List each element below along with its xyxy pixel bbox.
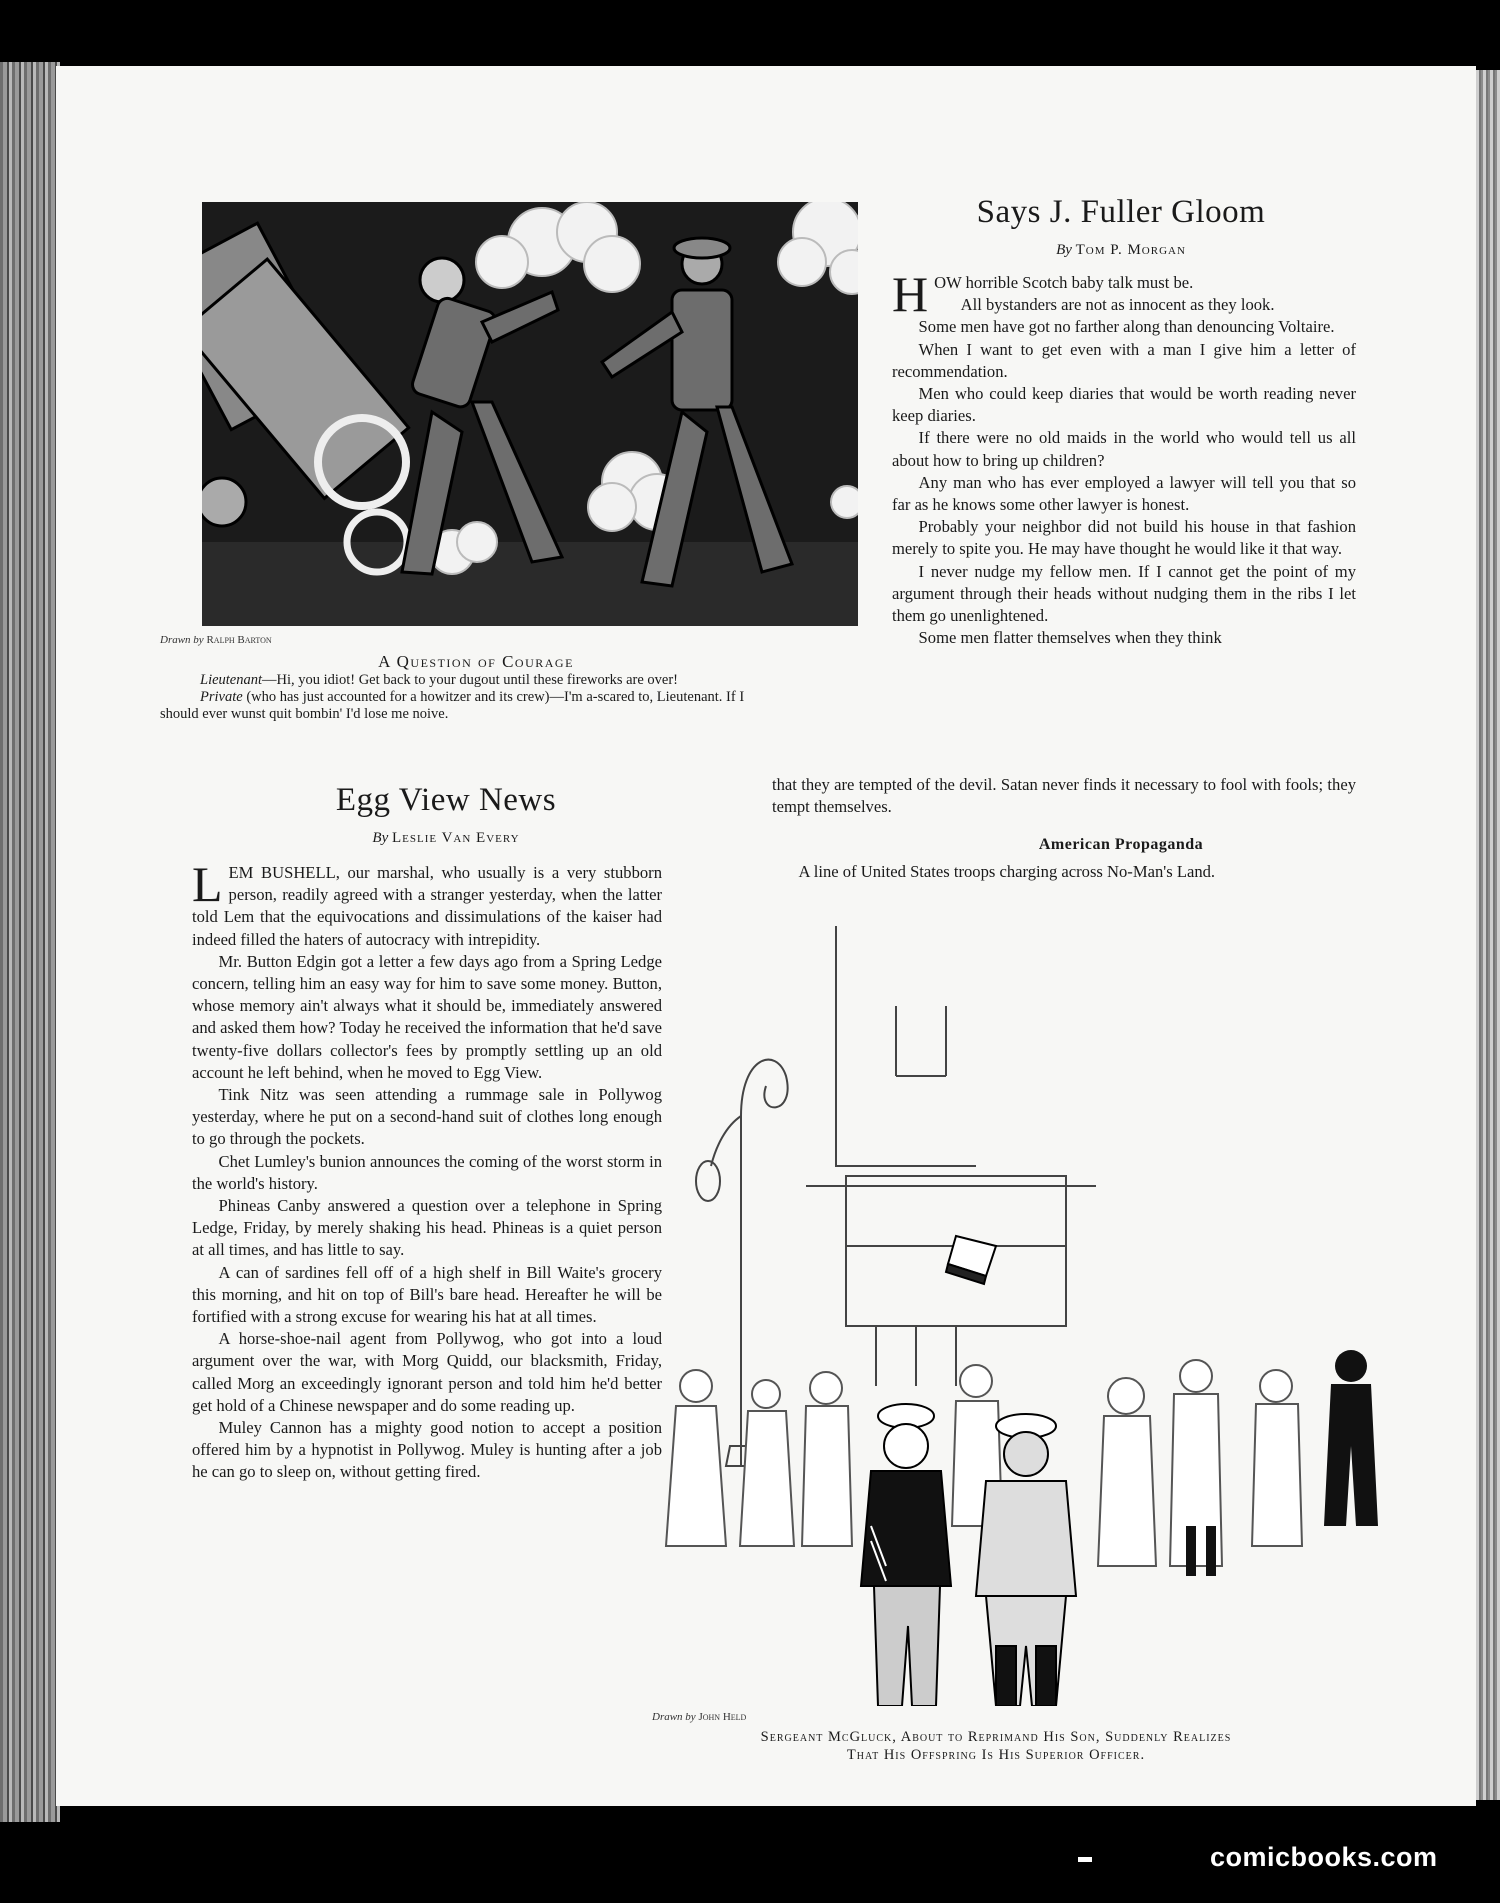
- war-illustration: [202, 202, 858, 626]
- private-line: [160, 689, 760, 723]
- egg-view-byline: By Leslie Van Every: [372, 830, 520, 846]
- courage-caption: [160, 672, 760, 723]
- lieutenant-text: —Hi, you idiot! Get back to your dugout until these fireworks are over!: [262, 672, 678, 688]
- egg-paragraph: Mr. Button Edgin got a letter a few days ago from a Spring Ledge concern, telling him an easy way for him to save some money. Button, whose memory ain't always what it should be, immediately answered and asked them how? Today he received the information that he'd save twenty-five dollars collector's fees by promptly settling up an old account he left behind, when he moved to Egg View.: [192, 951, 662, 1082]
- egg-paragraph: A can of sardines fell off of a high shelf in Bill Waite's grocery this morning, and hit on top of Bill's bare head. Hereafter he will be fortified with a strong excuse for wearing his hat at all times.: [192, 1262, 662, 1327]
- book-binding: [0, 62, 60, 1822]
- courage-caption-title: A Question of Courage: [378, 652, 574, 671]
- egg-paragraph: Muley Cannon has a mighty good notion to accept a position offered him by a hypnotist in Pollywog. Muley is hunting after a job he can go to sleep on, without getting fired.: [192, 1418, 662, 1482]
- mcgluck-caption-line2: That His Offspring Is His Superior Officer.: [846, 1747, 1146, 1763]
- gloom-first-paragraph: HOW horrible Scotch baby talk must be.: [892, 266, 1194, 322]
- egg-paragraph: Chet Lumley's bunion announces the coming of the worst storm in the world's history.: [192, 1151, 662, 1193]
- war-scene-drawing: [202, 202, 858, 626]
- site-watermark: comicbooks.com: [1210, 1842, 1438, 1872]
- propaganda-text-block: A line of United States troops charging across No-Man's Land.: [798, 862, 1216, 881]
- barton-credit: Drawn by Ralph Barton: [160, 634, 272, 646]
- egg-dropcap: L: [192, 856, 223, 912]
- gloom-paragraph: If there were no old maids in the world who would tell us all about how to bring up children?: [892, 428, 1356, 470]
- film-mark: [1078, 1857, 1092, 1862]
- gloom-paragraph: Probably your neighbor did not build his house in that fashion merely to spite you. He may have thought he would like it that way.: [892, 517, 1356, 559]
- gloom-title: Says J. Fuller Gloom: [976, 194, 1266, 230]
- egg-paragraph: Phineas Canby answered a question over a telephone in Spring Ledge, Friday, by merely shaking his head. Phineas is a quiet person at all times, and has little to say.: [192, 1196, 662, 1260]
- mcgluck-caption-line1: Sergeant McGluck, About to Reprimand His Son, Suddenly Realizes: [760, 1729, 1232, 1745]
- page-edge: [1474, 70, 1500, 1800]
- egg-view-column: [192, 856, 662, 1484]
- egg-paragraph: A horse-shoe-nail agent from Pollywog, who got into a loud argument over the war, with Morg Quidd, our blacksmith, Friday, called Morg an exceedingly ignorant person and told him he'd better get hold of a Chinese newspaper and do some reading up.: [192, 1329, 662, 1415]
- egg-first-paragraph: LEM BUSHELL, our marshal, who usually is a very stubborn person, readily agreed with a stranger yesterday, when the latter told Lem that the equivocations and dissimulations of the kaiser had indeed filled the haters of autocracy with intrepidity.: [192, 856, 662, 949]
- gloom-byline: By Tom P. Morgan: [1056, 242, 1186, 258]
- gloom-continuation: that they are tempted of the devil. Satan never finds it necessary to fool with fools; they tempt themselves.: [772, 775, 1356, 817]
- egg-view-title: Egg View News: [335, 782, 557, 818]
- egg-paragraph: Tink Nitz was seen attending a rummage sale in Pollywog yesterday, where he put on a second-hand suit of clothes long enough to go through the pockets.: [192, 1085, 662, 1149]
- gloom-paragraph: When I want to get even with a man I give him a letter of recommendation.: [892, 339, 1356, 381]
- lieutenant-speaker: Lieutenant: [200, 672, 263, 688]
- mcgluck-caption: [616, 1728, 1376, 1764]
- soldiers-illustration: [656, 926, 1386, 1706]
- magazine-page: [56, 66, 1476, 1806]
- gloom-paragraph: I never nudge my fellow men. If I cannot get the point of my argument through their heads without nudging them in the ribs I let them go unenlightened.: [892, 561, 1356, 626]
- soldiers-drawing: [656, 926, 1386, 1706]
- gloom-paragraph: Men who could keep diaries that would be worth reading never keep diaries.: [892, 384, 1356, 426]
- gloom-column: [892, 266, 1356, 649]
- gloom-paragraph: Any man who has ever employed a lawyer will tell you that so far as he knows some other lawyer is honest.: [892, 472, 1356, 515]
- gloom-paragraph: All bystanders are not as innocent as they look.: [960, 295, 1275, 315]
- private-speaker: Private: [200, 689, 243, 705]
- lieutenant-line: [160, 672, 760, 689]
- gloom-paragraph: Some men flatter themselves when they think: [918, 628, 1222, 648]
- gloom-dropcap: H: [892, 266, 929, 322]
- held-credit: Drawn by John Held: [652, 1711, 747, 1723]
- propaganda-heading: American Propaganda: [1038, 836, 1204, 853]
- gloom-paragraph: Some men have got no farther along than denouncing Voltaire.: [918, 317, 1335, 337]
- private-text: (who has just accounted for a howitzer and its crew)—I'm a-scared to, Lieutenant. If I should ever wunst quit bombin' I'd lose me noive.: [160, 689, 745, 722]
